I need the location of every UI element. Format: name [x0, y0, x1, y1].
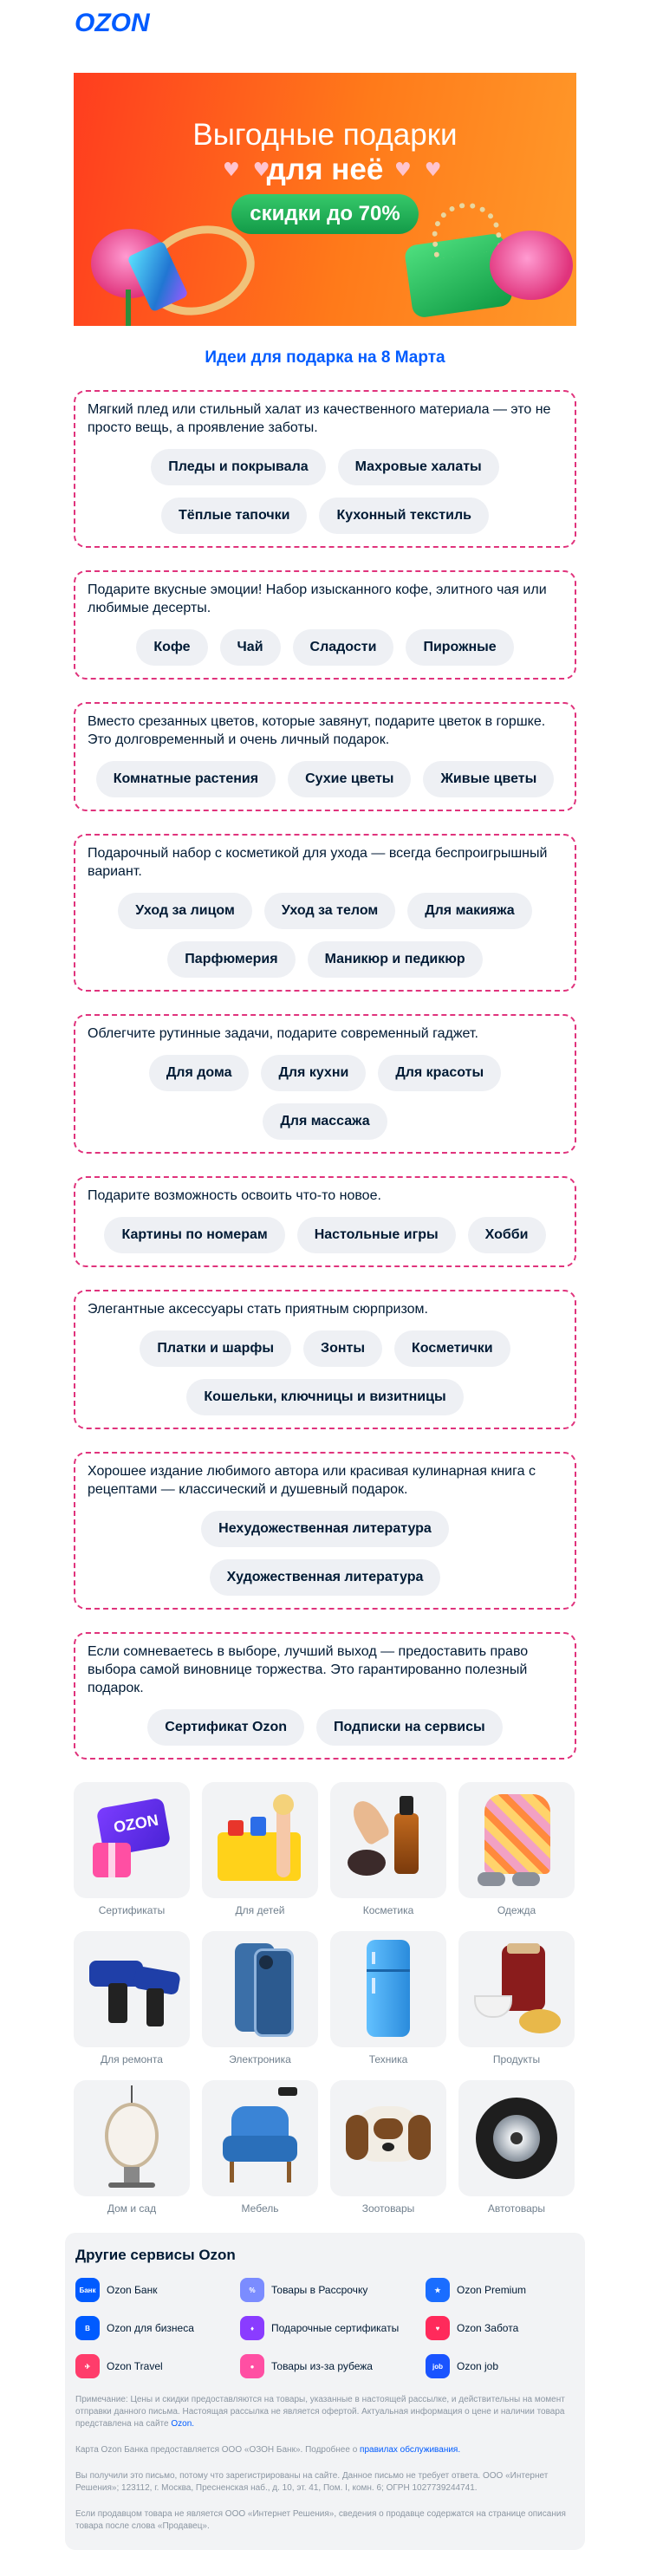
category-tag-button[interactable]: Зонты [303, 1330, 382, 1367]
cosmetics-icon-shape [348, 1850, 386, 1876]
category-tag-button[interactable]: Для красоты [378, 1055, 501, 1091]
tag-list [88, 449, 562, 534]
clothing-icon-shape [478, 1872, 505, 1886]
toys-icon-shape [273, 1794, 294, 1815]
section-title[interactable]: Идеи для подарка на 8 Марта [205, 348, 445, 367]
gift-card-icon [74, 1782, 190, 1898]
category-tag-button[interactable]: Пледы и покрывала [151, 449, 325, 485]
tag-list [88, 629, 562, 666]
category-tag-button[interactable]: Сладости [293, 629, 394, 666]
category-grid [74, 1782, 576, 2215]
tag-list [88, 1330, 562, 1415]
fridge-icon [330, 1931, 446, 2047]
food-icon [458, 1931, 575, 2047]
idea-card [74, 1632, 576, 1760]
smartphone-icon [202, 1931, 318, 2047]
category-tag-button[interactable]: Сертификат Ozon [147, 1709, 304, 1746]
tag-list [88, 1055, 562, 1140]
food-icon-shape [474, 1995, 512, 2018]
idea-card [74, 702, 576, 811]
tag-list [88, 1511, 562, 1596]
toys-icon-shape [228, 1820, 244, 1836]
service-link[interactable] [426, 2352, 575, 2380]
service-label: Товары из-за рубежа [271, 2359, 373, 2372]
fridge-icon-shape [372, 1978, 375, 1994]
flower-icon [490, 231, 573, 300]
cosmetics-icon-shape [394, 1813, 419, 1874]
idea-card [74, 570, 576, 680]
category-label: Косметика [362, 1904, 414, 1916]
drill-icon-shape [108, 1983, 127, 2023]
fridge-icon-shape [367, 1969, 410, 1972]
category-label: Одежда [497, 1904, 536, 1916]
idea-text: Подарочный набор с косметикой для ухода — всегда беспроигрышный вариант. [88, 846, 548, 879]
category-tag-button[interactable]: Живые цветы [423, 761, 554, 797]
hanging-chair-icon-shape [124, 2167, 140, 2184]
banner-title: Выгодные подарки [192, 118, 458, 152]
service-label: Ozon Premium [457, 2283, 527, 2296]
idea-text: Подарите вкусные эмоции! Набор изысканного кофе, элитного чая или любимые десерты. [88, 582, 547, 615]
flower-stem [126, 289, 131, 326]
cosmetics-icon [330, 1782, 446, 1898]
dog-icon-shape [374, 2118, 403, 2139]
category-tile[interactable] [458, 1782, 575, 1917]
category-tag-button[interactable]: Картины по номерам [104, 1217, 284, 1253]
idea-card [74, 390, 576, 548]
service-label: Ozon Банк [107, 2283, 158, 2296]
idea-card [74, 1452, 576, 1610]
hanging-chair-icon-shape [108, 2182, 155, 2188]
food-icon-shape [507, 1943, 540, 1954]
service-icon: B [75, 2316, 100, 2340]
footnote-seller: Если продавцом товара не является ООО «Интернет Решения», сведения о продавце содержатся на странице описания товара после слова «Продавец». [75, 2509, 566, 2531]
footnote-registration: Вы получили это письмо, потому что зарегистрированы на сайте. Данное письмо не требует ответа. ООО «Интернет Решения»; 123112, г. Москва, Пресненская наб., д. 10, эт. 41, Пом. I, комн. 6; ОГРН 1027739244741. [75, 2471, 549, 2493]
service-link[interactable] [240, 2314, 426, 2342]
dog-icon-shape [346, 2115, 368, 2160]
category-label: Дом и сад [107, 2202, 157, 2215]
category-tag-button[interactable]: Кофе [136, 629, 207, 666]
category-tag-button[interactable]: Комнатные растения [96, 761, 276, 797]
hanging-chair-icon-shape [105, 2103, 159, 2169]
toys-icon-shape [250, 1817, 266, 1836]
service-label: Подарочные сертификаты [271, 2321, 400, 2334]
category-label: Мебель [241, 2202, 279, 2215]
service-icon: ★ [426, 2278, 450, 2302]
services-grid [75, 2276, 575, 2380]
service-icon: ♥ [426, 2316, 450, 2340]
gift-card-icon-shape: OZON [112, 1811, 160, 1837]
category-label: Электроника [229, 2053, 291, 2065]
category-label: Сертификаты [98, 1904, 166, 1916]
category-tile[interactable] [74, 1782, 190, 1917]
smartphone-icon-shape [259, 1955, 273, 1969]
service-rules-link[interactable]: правилах обслуживания. [360, 2445, 461, 2455]
service-icon: ✈ [75, 2354, 100, 2378]
idea-card [74, 1290, 576, 1429]
category-tag-button[interactable]: Парфюмерия [167, 941, 295, 978]
heart-icon: ♥ ♥ [223, 159, 274, 181]
service-link[interactable] [426, 2314, 575, 2342]
category-tag-button[interactable]: Сухие цветы [288, 761, 411, 797]
category-tile[interactable] [202, 2080, 318, 2215]
category-tag-button[interactable]: Пирожные [406, 629, 513, 666]
service-icon: job [426, 2354, 450, 2378]
category-tag-button[interactable]: Настольные игры [297, 1217, 456, 1253]
services-title: Другие сервисы Ozon [75, 2247, 236, 2263]
other-services [65, 2233, 585, 2550]
category-tag-button[interactable]: Уход за лицом [118, 893, 252, 929]
category-tile[interactable] [330, 1931, 446, 2066]
category-tag-button[interactable]: Подписки на сервисы [316, 1709, 503, 1746]
category-label: Техника [368, 2053, 408, 2065]
tag-list [88, 761, 562, 797]
category-tile[interactable] [330, 2080, 446, 2215]
category-tag-button[interactable]: Косметички [394, 1330, 510, 1367]
armchair-icon-shape [278, 2087, 297, 2096]
clothing-icon-shape [512, 1872, 540, 1886]
banner-subtitle: для неё [266, 153, 384, 186]
idea-text: Если сомневаетесь в выборе, лучший выход — предоставить право выбора самой виновнице торжества. Это гарантированно полезный подарок. [88, 1644, 529, 1695]
cosmetics-icon-shape [348, 1796, 392, 1846]
dog-icon [330, 2080, 446, 2196]
category-tag-button[interactable]: Уход за телом [264, 893, 395, 929]
service-icon: Банк [75, 2278, 100, 2302]
service-label: Товары в Рассрочку [271, 2283, 368, 2296]
service-link[interactable] [75, 2352, 240, 2380]
idea-cards [74, 390, 576, 1760]
service-icon: ♦ [240, 2316, 264, 2340]
category-label: Зоотовары [361, 2202, 415, 2215]
food-icon-shape [519, 2009, 561, 2033]
promo-banner[interactable] [74, 73, 576, 326]
category-tile[interactable] [202, 1782, 318, 1917]
heart-icon: ♥ ♥ [394, 159, 445, 181]
footnote-bank: Карта Ozon Банка предоставляется ООО «ОЗОН Банк». Подробнее о правилах обслуживания. [75, 2445, 461, 2455]
tag-list [88, 1217, 562, 1253]
tire-icon [458, 2080, 575, 2196]
idea-text: Хорошее издание любимого автора или красивая кулинарная книга с рецептами — классический и душевный подарок. [88, 1464, 536, 1497]
tire-icon-shape [510, 2132, 523, 2144]
idea-text: Подарите возможность освоить что-то новое. [88, 1188, 381, 1203]
category-tile[interactable] [74, 2080, 190, 2215]
discount-pill[interactable]: скидки до 70% [231, 194, 419, 234]
category-tag-button[interactable]: Для кухни [261, 1055, 366, 1091]
category-tag-button[interactable]: Нехудожественная литература [201, 1511, 449, 1547]
category-label: Автотовары [487, 2202, 546, 2215]
category-tag-button[interactable]: Маникюр и педикюр [308, 941, 483, 978]
service-label: Ozon Забота [457, 2321, 519, 2334]
armchair-icon-shape [230, 2162, 234, 2182]
category-tag-button[interactable]: Кошельки, ключницы и визитницы [186, 1379, 463, 1415]
dog-icon-shape [408, 2115, 431, 2160]
service-link[interactable] [426, 2276, 575, 2304]
idea-card [74, 834, 576, 992]
category-tag-button[interactable]: Платки и шарфы [140, 1330, 291, 1367]
idea-text: Вместо срезанных цветов, которые завянут, подарите цветок в горшке. Это долговременный и очень личный подарок. [88, 714, 546, 747]
service-link[interactable] [75, 2314, 240, 2342]
category-tag-button[interactable]: Для массажа [263, 1103, 387, 1140]
clothing-icon [458, 1782, 575, 1898]
category-label: Для ремонта [101, 2053, 163, 2065]
clothing-icon-shape [484, 1794, 550, 1874]
ozon-logo[interactable] [0, 0, 650, 52]
idea-text: Элегантные аксессуары стать приятным сюрпризом. [88, 1302, 428, 1317]
drill-icon [74, 1931, 190, 2047]
toys-icon [202, 1782, 318, 1898]
category-label: Продукты [492, 2053, 541, 2065]
category-tag-button[interactable]: Чай [220, 629, 281, 666]
category-tile[interactable] [330, 1782, 446, 1917]
category-tile[interactable] [458, 1931, 575, 2066]
category-tag-button[interactable]: Для макияжа [407, 893, 531, 929]
category-tag-button[interactable]: Художественная литература [210, 1559, 441, 1596]
footnote-prices: Примечание: Цены и скидки предоставляются на товары, указанные в настоящей рассылке, и действительны на момент отправки данного письма. Настоящая рассылка не является офертой. Актуальная информация о цене и наличии товара представлена на сайте Ozon. [75, 2395, 565, 2429]
armchair-icon-shape [287, 2162, 291, 2182]
service-link[interactable] [240, 2276, 426, 2304]
category-label: Для детей [235, 1904, 285, 1916]
service-label: Ozon Travel [107, 2359, 163, 2372]
tag-list [88, 893, 562, 978]
idea-card [74, 1176, 576, 1267]
idea-card [74, 1014, 576, 1154]
logo-text: OZON [75, 9, 150, 37]
category-tile[interactable] [74, 1931, 190, 2066]
ozon-link[interactable]: Ozon. [171, 2419, 195, 2429]
category-tag-button[interactable]: Кухонный текстиль [319, 498, 489, 534]
tag-list [88, 1709, 562, 1746]
drill-icon-shape [146, 1988, 164, 2026]
category-tag-button[interactable]: Тёплые тапочки [161, 498, 307, 534]
service-link[interactable] [75, 2276, 240, 2304]
bag-chain [427, 198, 504, 260]
armchair-icon [202, 2080, 318, 2196]
category-tile[interactable] [202, 1931, 318, 2066]
service-icon: ● [240, 2354, 264, 2378]
service-label: Ozon job [457, 2359, 499, 2372]
category-tag-button[interactable]: Махровые халаты [338, 449, 499, 485]
category-tag-button[interactable]: Хобби [468, 1217, 546, 1253]
service-icon: % [240, 2278, 264, 2302]
idea-text: Мягкий плед или стильный халат из качественного материала — это не просто вещь, а проявление заботы. [88, 402, 551, 435]
gift-card-icon-shape [108, 1843, 115, 1877]
armchair-icon-shape [223, 2136, 297, 2162]
cosmetics-icon-shape [400, 1796, 413, 1815]
idea-text: Облегчите рутинные задачи, подарите современный гаджет. [88, 1026, 478, 1041]
dog-icon-shape [382, 2143, 394, 2151]
category-tag-button[interactable]: Для дома [149, 1055, 250, 1091]
fridge-icon-shape [372, 1952, 375, 1964]
hanging-chair-icon [74, 2080, 190, 2196]
service-link[interactable] [240, 2352, 426, 2380]
category-tile[interactable] [458, 2080, 575, 2215]
service-label: Ozon для бизнеса [107, 2321, 194, 2334]
